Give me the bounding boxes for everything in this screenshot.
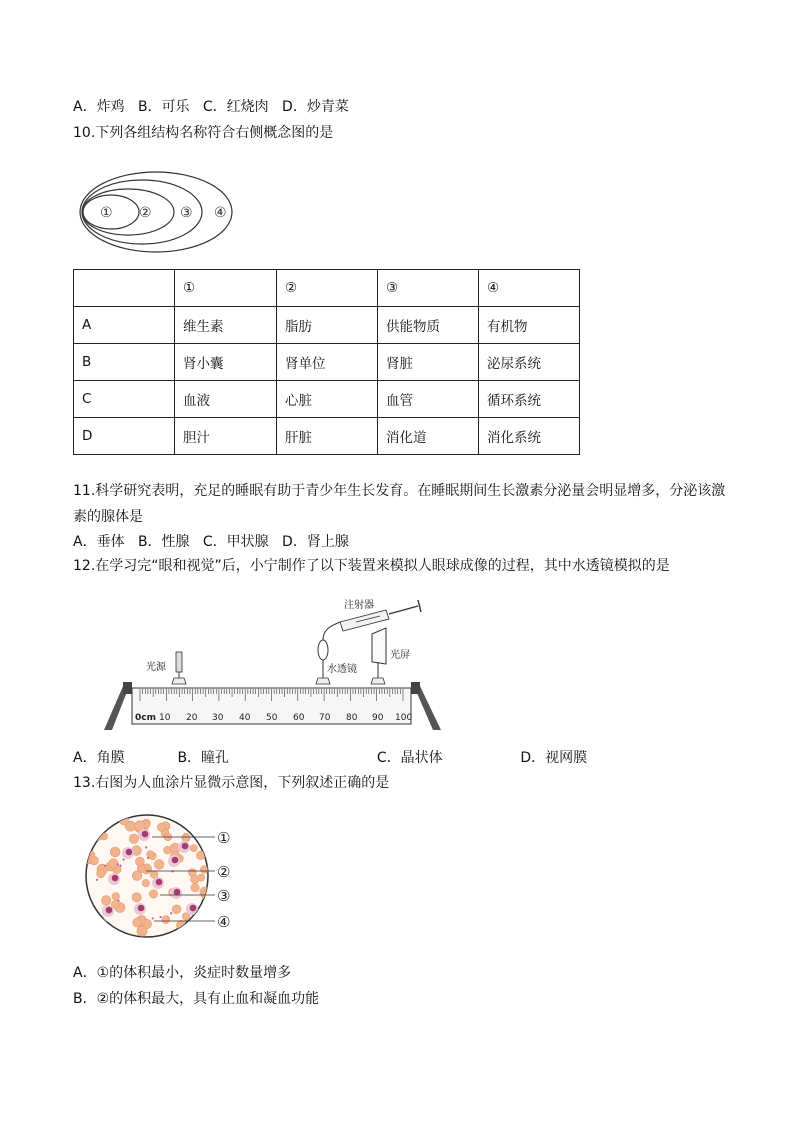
table-cell: 肾小囊 [175,344,277,381]
q9-option-d[interactable]: D．炒青菜 [282,99,349,115]
ruler-label-60: 60 [293,713,305,723]
table-cell: 脂肪 [277,307,378,344]
q11-option-b[interactable]: B．性腺 [137,534,190,550]
table-cell: 血管 [378,381,479,418]
diagram-label-1: ① [100,205,113,221]
table-cell: ② [277,270,378,307]
ruler-label-100: 100 [395,713,413,723]
table-cell: 循环系统 [479,381,580,418]
ruler-label-0: 0cm [135,713,156,723]
q9-option-a[interactable]: A．炸鸡 [73,99,125,115]
smear-label-3: ③ [217,887,231,905]
table-cell: 肾单位 [277,344,378,381]
table-row [74,418,580,455]
smear-label-2: ② [217,863,231,881]
table-cell: ④ [479,270,580,307]
table-cell: D [74,418,175,455]
light-screen [371,628,386,684]
table-row [74,381,580,418]
smear-label-4: ④ [217,913,231,931]
table-cell: 血液 [175,381,277,418]
q13-stem: 13.右图为人血涂片显微示意图，下列叙述正确的是 [73,775,390,791]
table-header-row [74,270,580,307]
ruler-label-10: 10 [159,713,171,723]
ruler-label-70: 70 [319,713,331,723]
q12-options [73,748,587,768]
table-cell: 肾脏 [378,344,479,381]
q9-option-c[interactable]: C．红烧肉 [202,99,269,115]
table-cell: 消化道 [378,418,479,455]
table-cell: ① [175,270,277,307]
smear-label-1: ① [217,829,231,847]
q12-optics-apparatus-figure [100,592,445,732]
table-cell [74,270,175,307]
q12-stem: 12.在学习完“眼和视觉”后，小宁制作了以下装置来模拟人眼球成像的过程，其中水透镜模拟的是 [73,558,670,574]
q9-option-b[interactable]: B．可乐 [137,99,190,115]
table-cell: 肝脏 [277,418,378,455]
table-cell: C [74,381,175,418]
q12-option-d[interactable]: D．视网膜 [520,750,588,766]
q10-stem: 10.下列各组结构名称符合右侧概念图的是 [73,125,334,141]
table-row [74,307,580,344]
water-lens-label: 水透镜 [327,664,357,675]
diagram-label-2: ② [139,205,152,221]
table-cell: ③ [378,270,479,307]
table-cell: 消化系统 [479,418,580,455]
q11-stem-line1: 11.科学研究表明，充足的睡眠有助于青少年生长发育。在睡眠期间生长激素分泌量会明显增多，分泌该激 [73,483,726,499]
light-source-label: 光源 [146,662,166,673]
q10-answer-table [73,269,580,455]
light-screen-label: 光屏 [390,650,410,661]
q12-option-c[interactable]: C．晶状体 [376,750,443,766]
ruler-label-40: 40 [239,713,251,723]
q11-options [73,532,349,552]
q11-option-a[interactable]: A．垂体 [73,534,125,550]
table-cell: 维生素 [175,307,277,344]
table-cell: 胆汁 [175,418,277,455]
q12-option-a[interactable]: A．角膜 [73,750,125,766]
q9-options [73,97,349,117]
table-cell: A [74,307,175,344]
ruler-label-90: 90 [372,713,384,723]
q10-concept-diagram [78,166,238,256]
ruler-label-50: 50 [266,713,278,723]
diagram-label-4: ④ [214,205,227,221]
table-cell: 有机物 [479,307,580,344]
ruler-label-80: 80 [346,713,358,723]
table-cell: 泌尿系统 [479,344,580,381]
table-cell: B [74,344,175,381]
q13-option-b[interactable]: B．②的体积最大，具有止血和凝血功能 [73,991,320,1007]
diagram-label-3: ③ [180,205,193,221]
q11-option-d[interactable]: D．肾上腺 [282,534,349,550]
q11-option-c[interactable]: C．甲状腺 [202,534,269,550]
table-cell: 供能物质 [378,307,479,344]
syringe-label: 注射器 [344,600,374,611]
table-cell: 心脏 [277,381,378,418]
q12-option-b[interactable]: B．瞳孔 [177,750,230,766]
q13-blood-smear-figure [84,813,244,943]
table-row [74,344,580,381]
ruler-label-30: 30 [212,713,224,723]
light-source [172,652,186,684]
q11-stem-line2: 素的腺体是 [73,509,143,525]
ruler-label-20: 20 [186,713,198,723]
q13-option-a[interactable]: A．①的体积最小，炎症时数量增多 [73,965,292,981]
